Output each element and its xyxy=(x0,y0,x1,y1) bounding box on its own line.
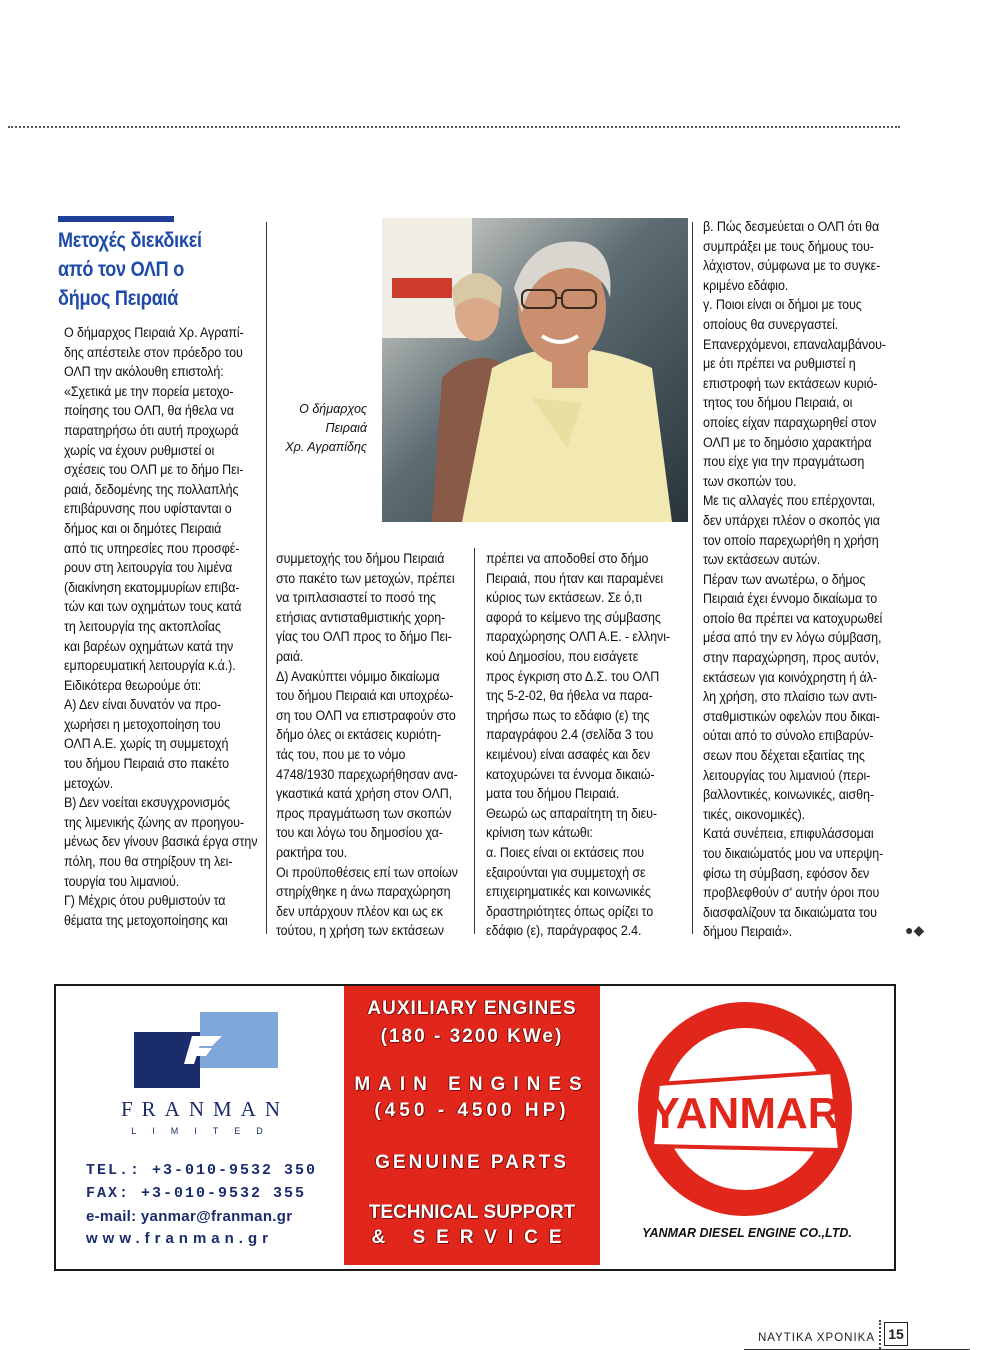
page-number: 15 xyxy=(884,1322,908,1346)
article-line: παραγράφου 2.4 (σελίδα 3 του xyxy=(486,727,654,744)
article-line: δήμο όλες οι εκτάσεις κυριότη- xyxy=(276,727,442,744)
article-line: οποίους θα συνεργαστεί. xyxy=(703,316,839,333)
article-line: ματα του δήμου Πειραιά. xyxy=(486,786,620,803)
article-line: λειτουργίας του λιμανιού (περι- xyxy=(703,767,871,784)
top-dotted-rule xyxy=(8,126,900,128)
article-line: λη χρήση, στο πλαίσιο των αντι- xyxy=(703,689,878,706)
article-line: γ. Ποιοι είναι οι δήμοι με τους xyxy=(703,297,862,314)
article-line: κού Δημοσίου, που εισάγετε xyxy=(486,648,639,665)
article-line: ποίησης του ΟΛΠ, θα ήθελα να xyxy=(64,403,234,420)
article-line: Α) Δεν είναι δυνατόν να προ- xyxy=(64,697,222,714)
franman-limited: LIMITED xyxy=(131,1126,279,1136)
article-line: τηρήσω πως το εδάφιο (ε) της xyxy=(486,707,650,724)
article-line: ΟΛΠ με το δημόσιο χαρακτήρα xyxy=(703,434,872,451)
article-line: και βαρέων οχημάτων κατά την xyxy=(64,638,234,655)
article-line: Δ) Ανακύπτει νόμιμο δικαίωμα xyxy=(276,668,440,685)
headline-accent-bar xyxy=(58,216,174,222)
article-line: ετήσιας αντισταθμιστικής χορη- xyxy=(276,609,446,626)
article-line: β. Πώς δεσμεύεται ο ΟΛΠ ότι θα xyxy=(703,219,880,235)
article-line: τικές, οικονομικές). xyxy=(703,806,806,823)
franman-logo-icon xyxy=(134,1012,278,1088)
article-line: οποίες είχαν παραχωρηθεί στον xyxy=(703,414,877,431)
article-line: χωρήσει η μετοχοποίηση του xyxy=(64,716,221,733)
article-line: στο πακέτο των μετοχών, πρέπει xyxy=(276,570,455,587)
article-line: κύριος των εκτάσεων. Σε ό,τι xyxy=(486,590,642,607)
article-line: συμπράξει με τους δήμους του- xyxy=(703,238,874,255)
yanmar-logo-icon xyxy=(626,1000,864,1218)
article-line: επιβάρυνσης που υφίστανται ο xyxy=(64,501,232,518)
article-line: ΟΛΠ Α.Ε. χωρίς τη συμμετοχή xyxy=(64,736,229,753)
article-line: σταθμιστικών οφελών που δικαι- xyxy=(703,708,880,725)
article-line: εξαιρούνται για συμμετοχή σε xyxy=(486,864,646,881)
column-divider xyxy=(474,548,475,934)
article-line: που είχε για την πραγμάτωση xyxy=(703,454,865,471)
article-line: εκτάσεων για κοινόχρηστη ή άλ- xyxy=(703,669,877,686)
article-line: πρέπει να αποδοθεί στο δήμο xyxy=(486,551,649,567)
ad-line: (180 - 3200 KWe) xyxy=(380,1026,564,1047)
article-line: χωρίς να έχουν ρυθμιστεί οι xyxy=(64,442,215,459)
article-headline: Μετοχές διεκδικεί από τον ΟΛΠ ο δήμος Πειραιά xyxy=(58,229,202,310)
article-line: τουργία του λιμανιού. xyxy=(64,873,180,890)
article-line: δεν υπάρχουν πλέον και ως εκ xyxy=(276,903,443,920)
column-divider xyxy=(692,222,693,934)
article-line: του δήμου Πειραιά και υποχρέω- xyxy=(276,688,454,705)
article-line: Θεωρώ ως απαραίτητη τη διευ- xyxy=(486,805,657,822)
article-line: κατοχυρώνει τα έννομα δικαιώ- xyxy=(486,766,655,783)
yanmar-company-name: YANMAR DIESEL ENGINE CO.,LTD. xyxy=(642,1226,852,1240)
article-line: τούτου, η χρήση των εκτάσεων xyxy=(276,923,444,940)
article-line: ρακτήρα του. xyxy=(276,844,348,861)
article-line: ΟΛΠ την ακόλουθη επιστολή: xyxy=(64,364,224,381)
article-line: στην παραχώρηση, προς αυτόν, xyxy=(703,650,880,667)
article-line: φίσω τη σύμβαση, εφόσον δεν xyxy=(703,865,870,882)
article-line: παρατηρήσω ότι αυτή προχωρά xyxy=(64,422,239,439)
article-line: α. Ποιες είναι οι εκτάσεις που xyxy=(486,844,645,861)
article-line: εμπορευματική λειτουργία κ.ά.). xyxy=(64,658,236,675)
article-line: ραιά. xyxy=(276,648,304,665)
article-line: Πειραιά έχει έννομο δικαίωμα το xyxy=(703,591,878,608)
article-column-4 xyxy=(703,218,886,943)
franman-name: FRANMAN xyxy=(120,1097,290,1121)
article-line: κρίνιση των κάτωθι: xyxy=(486,825,593,842)
article-line: συμμετοχής του δήμου Πειραιά xyxy=(276,551,445,567)
franman-fax: FAX: +3-010-9532 355 xyxy=(86,1185,307,1202)
caption-line: Ο δήμαρχος xyxy=(299,402,367,416)
article-line: οποίο θα πρέπει να κατοχυρωθεί xyxy=(703,610,883,627)
ad-line: AUXILIARY ENGINES xyxy=(367,998,577,1019)
article-line: διασφαλίζουν τα δικαιώματα του xyxy=(703,904,877,921)
article-line: ούται από το σύνολο επιβαρύν- xyxy=(703,728,874,745)
article-line: της λιμενικής ζώνης αν προηγου- xyxy=(64,814,244,831)
photo-caption xyxy=(280,400,367,457)
article-line: Κατά συνέπεια, επιφυλάσσομαι xyxy=(703,826,874,843)
magazine-title: ΝΑΥΤΙΚΑ ΧΡΟΝΙΚΑ xyxy=(757,1332,875,1344)
column-divider xyxy=(266,222,267,934)
article-line: (διακίνηση εκατομμυρίων επιβα- xyxy=(64,579,240,596)
article-line: στηρίχθηκε η άνω παραχώρηση xyxy=(276,884,451,901)
article-line: εδάφιο (ε), παράγραφος 2.4. xyxy=(486,923,642,940)
article-line: τών και των οχημάτων τους κατά xyxy=(64,599,242,616)
article-line: παραχώρησης ΟΛΠ Α.Ε. - ελληνι- xyxy=(486,629,670,646)
article-line: θέματα της μετοχοποίησης και xyxy=(64,912,228,929)
article-line: Β) Δεν νοείται εκσυγχρονισμός xyxy=(64,795,230,812)
article-line: των εκτάσεων αυτών. xyxy=(703,552,821,569)
article-line: προς πραγμάτωση των σκοπών xyxy=(276,805,452,822)
article-line: δήμος και οι δημότες Πειραιά xyxy=(64,520,222,537)
article-line: επιχειρηματικές και κοινωνικές xyxy=(486,884,651,901)
article-line: τάς του, που με το νόμο xyxy=(276,746,406,763)
ad-line: & SERVICE xyxy=(371,1227,573,1248)
article-line: λάχιστον, σύμφωνα με το συγκε- xyxy=(703,258,881,275)
article-line: μετοχών. xyxy=(64,775,114,792)
article-line: Πειραιά, που ήταν και παραμένει xyxy=(486,570,664,587)
article-line: τητος του δήμου Πειραιά, οι xyxy=(703,395,853,412)
franman-phone: TEL.: +3-010-9532 350 xyxy=(86,1162,318,1179)
article-line: ρουν στη λειτουργία του λιμένα xyxy=(64,560,233,577)
article-line: Οι προϋποθέσεις επί των οποίων xyxy=(276,864,458,881)
article-line: μένως δεν γίνουν βασικά έργα στην xyxy=(64,834,258,851)
article-line: σεων που δέχεται εξαιτίας της xyxy=(703,748,865,765)
article-line: Ειδικότερα θεωρούμε ότι: xyxy=(64,677,202,694)
article-line: μέσα από την εν λόγω σύμβαση, xyxy=(703,630,882,647)
article-line: δήμου Πειραιά». xyxy=(703,924,793,941)
article-line: Πέραν των ανωτέρω, ο δήμος xyxy=(703,571,866,588)
article-line: πόλη, που θα στηρίξουν τη λει- xyxy=(64,854,233,871)
engine-services-panel xyxy=(344,986,600,1265)
article-line: σχέσεις του ΟΛΠ με το δήμο Πει- xyxy=(64,462,244,479)
mayor-photo-illustration xyxy=(382,218,688,522)
caption-line: Πειραιά xyxy=(325,421,367,435)
article-line: του δικαιώματός μου να υπερψη- xyxy=(703,846,884,862)
article-line: της 5-2-02, θα ήθελα να παρα- xyxy=(486,688,653,705)
article-line: προς έγκριση στο Δ.Σ. του ΟΛΠ xyxy=(486,668,660,685)
ad-line: MAIN ENGINES xyxy=(354,1074,590,1095)
article-line: γκαστικά κατά χρήση στον ΟΛΠ, xyxy=(276,786,453,803)
article-line: τον οποίο παρεχωρήθη η χρήση xyxy=(703,532,879,549)
footer-divider xyxy=(879,1320,881,1349)
franman-email[interactable]: e-mail: yanmar@franman.gr xyxy=(86,1208,293,1225)
article-line: κριμένο εδάφιο. xyxy=(703,277,789,294)
article-line: βαλλοντικές, κοινωνικές, αισθη- xyxy=(703,787,874,804)
article-line: δεν υπάρχει πλέον ο σκοπός για xyxy=(703,512,880,529)
continue-arrow-icon: ●◆ xyxy=(905,922,925,938)
article-line: του και λόγω του δημοσίου χα- xyxy=(276,825,443,842)
article-line: Με τις αλλαγές που επέρχονται, xyxy=(703,493,876,510)
article-line: δης απέστειλε στον πρόεδρο του xyxy=(64,344,243,361)
article-line: αφορά το κείμενο της σύμβασης xyxy=(486,609,661,626)
article-line: από τις υπηρεσίες που προσφέ- xyxy=(64,540,240,557)
article-line: επιστροφή των εκτάσεων κυριό- xyxy=(703,375,878,392)
article-line: του δήμου Πειραιά στο πακέτο xyxy=(64,756,230,773)
article-column-3 xyxy=(486,550,670,942)
article-line: κειμένου) είναι ασαφές και δεν xyxy=(486,746,650,763)
article-line: Επανερχόμενοι, επαναλαμβάνου- xyxy=(703,336,886,353)
article-line: ση του ΟΛΠ να επιστραφούν στο xyxy=(276,707,456,724)
article-column-2 xyxy=(276,550,458,942)
caption-line: Χρ. Αγραπίδης xyxy=(285,440,367,454)
article-line: Γ) Μέχρις ότου ρυθμιστούν τα xyxy=(64,893,226,910)
ad-line: TECHNICAL SUPPORT xyxy=(368,1202,576,1223)
article-column-1 xyxy=(64,324,258,931)
article-line: των σκοπών του. xyxy=(703,473,797,490)
article-line: δραστηριότητες όπως ορίζει το xyxy=(486,903,654,920)
article-line: να τριπλασιαστεί το ποσό της xyxy=(276,590,436,607)
article-line: με ότι πρέπει να ρυθμιστεί η xyxy=(703,356,856,373)
mayor-photo xyxy=(382,218,688,522)
article-line: 4748/1930 παρεχωρήθησαν ανα- xyxy=(276,766,458,783)
article-line: «Σχετικά με την πορεία μετοχο- xyxy=(64,383,234,400)
franman-website[interactable]: www.franman.gr xyxy=(86,1230,273,1247)
article-line: γίας του ΟΛΠ προς το δήμο Πει- xyxy=(276,629,452,646)
ad-line: GENUINE PARTS xyxy=(375,1152,569,1173)
article-line: τη λειτουργία της ακτοπλοΐας xyxy=(64,618,221,635)
article-line: Ο δήμαρχος Πειραιά Χρ. Αγραπί- xyxy=(64,325,244,341)
article-line: ραιά, δεδομένης της πολλαπλής xyxy=(64,481,239,498)
ad-line: (450 - 4500 HP) xyxy=(374,1100,570,1121)
yanmar-logo-text: YANMAR xyxy=(650,1089,840,1138)
article-line: προβλεφθούν σ' αυτήν όροι που xyxy=(703,885,880,902)
